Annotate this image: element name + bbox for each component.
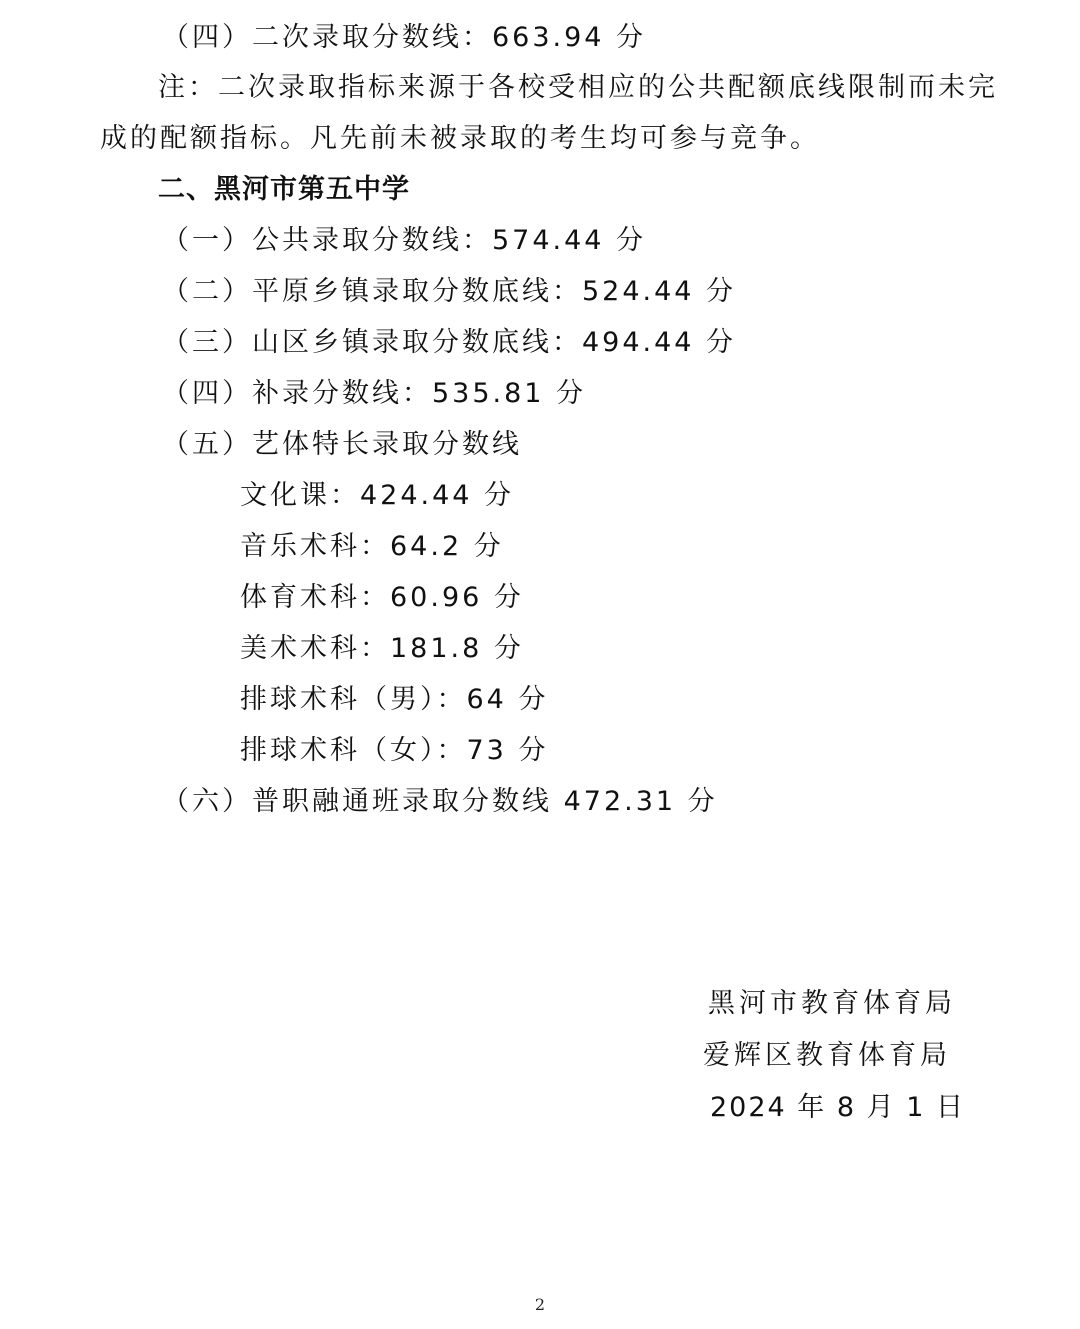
fine-arts-score: 美术术科：181.8 分 xyxy=(240,633,524,664)
sports-score: 体育术科：60.96 分 xyxy=(240,582,524,613)
culture-course-score: 文化课：424.44 分 xyxy=(240,480,515,511)
signature-org-heihe: 黑河市教育体育局 xyxy=(708,988,956,1019)
second-admission-score-line: （四）二次录取分数线：663.94 分 xyxy=(162,22,647,53)
page-number: 2 xyxy=(534,1295,546,1314)
note-line-1: 注：二次录取指标来源于各校受相应的公共配额底线限制而未完 xyxy=(158,72,998,103)
mountain-township-score-line: （三）山区乡镇录取分数底线：494.44 分 xyxy=(162,327,737,358)
volleyball-female-score: 排球术科（女）：73 分 xyxy=(240,735,549,766)
supplementary-score-line: （四）补录分数线：535.81 分 xyxy=(162,378,587,409)
signature-org-aihui: 爱辉区教育体育局 xyxy=(703,1040,951,1071)
vocational-integration-score-line: （六）普职融通班录取分数线 472.31 分 xyxy=(162,786,718,817)
music-score: 音乐术科：64.2 分 xyxy=(240,531,504,562)
arts-sports-heading: （五）艺体特长录取分数线 xyxy=(162,429,522,460)
note-line-2: 成的配额指标。凡先前未被录取的考生均可参与竞争。 xyxy=(100,123,820,154)
plain-township-score-line: （二）平原乡镇录取分数底线：524.44 分 xyxy=(162,276,737,307)
signature-date: 2024 年 8 月 1 日 xyxy=(710,1092,965,1123)
volleyball-male-score: 排球术科（男）：64 分 xyxy=(240,684,549,715)
public-admission-score-line: （一）公共录取分数线：574.44 分 xyxy=(162,225,647,256)
section-heading-no5-middle-school: 二、黑河市第五中学 xyxy=(158,174,410,205)
